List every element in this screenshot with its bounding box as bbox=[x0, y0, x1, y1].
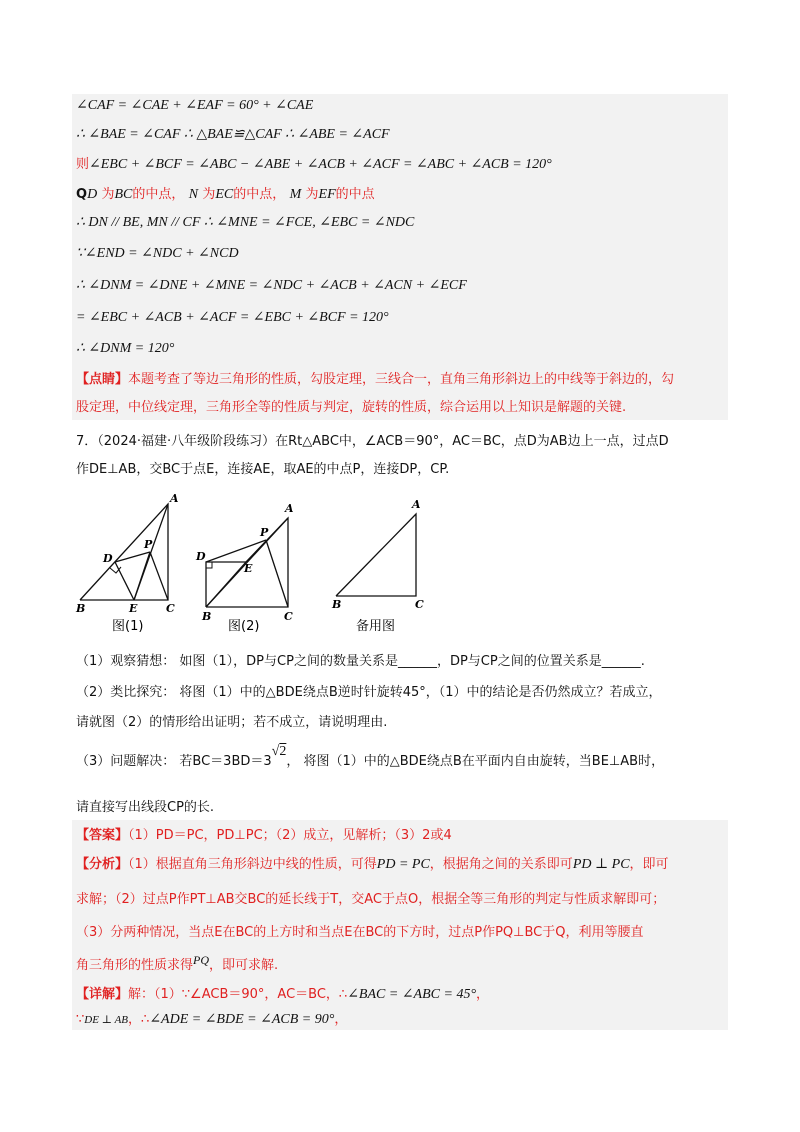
detail-text-2c: ， bbox=[334, 1012, 348, 1027]
question-3-line-2: 请直接写出线段CP的长. bbox=[76, 800, 215, 815]
fig1-label-c: C bbox=[166, 602, 175, 615]
comment-tag: 【点睛】 bbox=[76, 372, 129, 387]
therefore-symbol: Q bbox=[76, 187, 88, 202]
figure-3 bbox=[336, 514, 416, 596]
derivation-line-5: ∴ DN // BE, MN // CF ∴ ∠MNE = ∠FCE, ∠EBC = ∠NDC bbox=[76, 215, 415, 230]
detail-line-1 bbox=[76, 985, 489, 1005]
detail-line-2 bbox=[76, 1010, 347, 1030]
analysis-tag: 【分析】 bbox=[76, 857, 129, 872]
midpoint-word: 为 bbox=[202, 187, 216, 202]
fig1-label-e: E bbox=[129, 602, 138, 615]
derivation-line-8: = ∠EBC + ∠ACB + ∠ACF = ∠EBC + ∠BCF = 120° bbox=[76, 310, 389, 325]
detail-text-2a: ∵ bbox=[76, 1012, 85, 1027]
midpoint-word: 的中点， bbox=[132, 187, 185, 202]
fig2-label-a: A bbox=[285, 502, 294, 515]
fig1-segment-cp bbox=[150, 552, 168, 600]
question-2-line-1: （2）类比探究： 将图（1）中的△BDE绕点B逆时针旋转45°，（1）中的结论是否仍然成立？若成立， bbox=[76, 685, 662, 700]
detail-math-de-ab: DE ⊥ AB bbox=[84, 1014, 129, 1026]
sqrt-symbol: √2 bbox=[271, 744, 287, 759]
fig2-label-c: C bbox=[284, 610, 293, 623]
fig2-segment-be bbox=[206, 562, 246, 607]
point-n: N bbox=[188, 187, 199, 202]
answer-text: （1）PD＝PC，PD⊥PC；（2）成立，见解析；（3）2或4 bbox=[128, 828, 452, 843]
midpoint-word: 的中点， bbox=[233, 187, 286, 202]
fig2-label-e: E bbox=[244, 562, 253, 575]
fig1-triangle bbox=[80, 504, 168, 600]
derivation-text: ∠EBC + ∠BCF = ∠ABC − ∠ABE + ∠ACB + ∠ACF = ∠ABC + ∠ACB = 120° bbox=[89, 157, 552, 172]
derivation-prefix: 则 bbox=[76, 157, 90, 172]
analysis-text-1a: （1）根据直角三角形斜边中线的性质，可得 bbox=[128, 857, 377, 872]
fig1-label-d: D bbox=[103, 552, 113, 565]
analysis-line-3: （3）分两种情况，当点E在BC的上方时和当点E在BC的下方时，过点P作PQ⊥BC于Q，利用等腰直 bbox=[76, 925, 644, 940]
analysis-text-1b: ，根据角之间的关系即可 bbox=[429, 857, 573, 872]
derivation-line-9: ∴ ∠DNM = 120° bbox=[76, 341, 175, 356]
fig3-label-b: B bbox=[332, 598, 342, 611]
fig2-label-d: D bbox=[196, 550, 206, 563]
figure-1 bbox=[80, 504, 168, 600]
detail-text-1b: ， bbox=[476, 987, 490, 1002]
derivation-line-6: ∵∠END = ∠NDC + ∠NCD bbox=[76, 246, 239, 261]
question-3-pre: （3）问题解决： 若BC＝3BD＝3 bbox=[76, 754, 272, 769]
derivation-line-2: ∴ ∠BAE = ∠CAF ∴ △BAE≌△CAF ∴ ∠ABE = ∠ACF bbox=[76, 127, 390, 142]
fig1-label-p: P bbox=[144, 538, 153, 551]
detail-tag: 【详解】 bbox=[76, 987, 129, 1002]
analysis-math-pq: PQ bbox=[193, 953, 210, 967]
detail-math-2: ∠ADE = ∠BDE = ∠ACB = 90° bbox=[149, 1012, 335, 1027]
analysis-math-1: PD = PC bbox=[376, 857, 430, 872]
question-2-line-2: 请就图（2）的情形给出证明；若不成立，请说明理由. bbox=[76, 715, 388, 730]
fig2-label-b: B bbox=[202, 610, 212, 623]
analysis-line-2: 求解；（2）过点P作PT⊥AB交BC的延长线于T，交AC于点O，根据全等三角形的判定与性质求解即可； bbox=[76, 892, 666, 907]
fig2-segment-ae bbox=[246, 518, 288, 562]
fig2-segment-cp bbox=[266, 540, 288, 607]
analysis-text-4a: 角三角形的性质求得 bbox=[76, 958, 194, 973]
answer-tag: 【答案】 bbox=[76, 828, 129, 843]
answer-line bbox=[76, 826, 452, 846]
fig2-caption: 图(2) bbox=[228, 619, 260, 634]
analysis-text-4b: ，即可求解. bbox=[209, 958, 279, 973]
fig3-label-c: C bbox=[415, 598, 424, 611]
analysis-text-1c: ，即可 bbox=[629, 857, 669, 872]
point-m: M bbox=[289, 187, 302, 202]
fig3-triangle bbox=[336, 514, 416, 596]
geometry-figures bbox=[72, 490, 472, 638]
derivation-line-7: ∴ ∠DNM = ∠DNE + ∠MNE = ∠NDC + ∠ACB + ∠ACN + ∠ECF bbox=[76, 278, 467, 293]
comment-line-1 bbox=[76, 370, 674, 390]
problem-line-1: 7．（2024·福建·八年级阶段练习）在Rt△ABC中，∠ACB＝90°，AC＝BC，点D为AB边上一点，过点D bbox=[76, 434, 669, 449]
analysis-line-4 bbox=[76, 955, 278, 976]
comment-line-2: 股定理，中位线定理，三角形全等的性质与判定，旋转的性质，综合运用以上知识是解题的关键. bbox=[76, 400, 627, 415]
midpoint-word: 为 bbox=[305, 187, 319, 202]
sqrt-value: 2 bbox=[279, 744, 287, 759]
derivation-line-1: ∠CAF = ∠CAE + ∠EAF = 60° + ∠CAE bbox=[76, 98, 314, 113]
segment-ec: EC bbox=[215, 187, 234, 202]
derivation-line-3 bbox=[76, 154, 552, 175]
detail-math-1: ∠BAC = ∠ABC = 45° bbox=[347, 987, 477, 1002]
segment-bc: BC bbox=[114, 187, 133, 202]
analysis-line-1 bbox=[76, 855, 669, 875]
question-3-line-1 bbox=[76, 744, 665, 772]
fig1-segment-de bbox=[115, 562, 134, 600]
fig3-label-a: A bbox=[412, 498, 421, 511]
point-d: D bbox=[87, 187, 98, 202]
problem-line-2: 作DE⊥AB，交BC于点E，连接AE，取AE的中点P，连接DP，CP. bbox=[76, 462, 450, 477]
segment-ef: EF bbox=[318, 187, 336, 202]
question-1: （1）观察猜想： 如图（1），DP与CP之间的数量关系是______，DP与CP之间的位置关系是______. bbox=[76, 654, 645, 669]
derivation-line-4 bbox=[76, 184, 375, 205]
detail-text-2b: ，∴ bbox=[128, 1012, 150, 1027]
fig2-right-angle-mark bbox=[206, 562, 212, 568]
fig3-caption: 备用图 bbox=[356, 619, 396, 634]
midpoint-word: 为 bbox=[101, 187, 115, 202]
analysis-math-2: PD ⊥ PC bbox=[572, 857, 630, 872]
question-3-post: ， 将图（1）中的△BDE绕点B在平面内自由旋转，当BE⊥AB时， bbox=[286, 754, 665, 769]
fig1-label-b: B bbox=[76, 602, 86, 615]
detail-text-1a: 解：（1）∵∠ACB＝90°，AC＝BC，∴ bbox=[128, 987, 348, 1002]
comment-text-1: 本题考查了等边三角形的性质，勾股定理，三线合一，直角三角形斜边上的中线等于斜边的，勾 bbox=[128, 372, 675, 387]
fig2-label-p: P bbox=[260, 526, 269, 539]
fig1-segment-ep bbox=[134, 552, 150, 600]
fig1-caption: 图(1) bbox=[112, 619, 144, 634]
fig1-label-a: A bbox=[170, 492, 179, 505]
midpoint-word: 的中点 bbox=[335, 187, 375, 202]
